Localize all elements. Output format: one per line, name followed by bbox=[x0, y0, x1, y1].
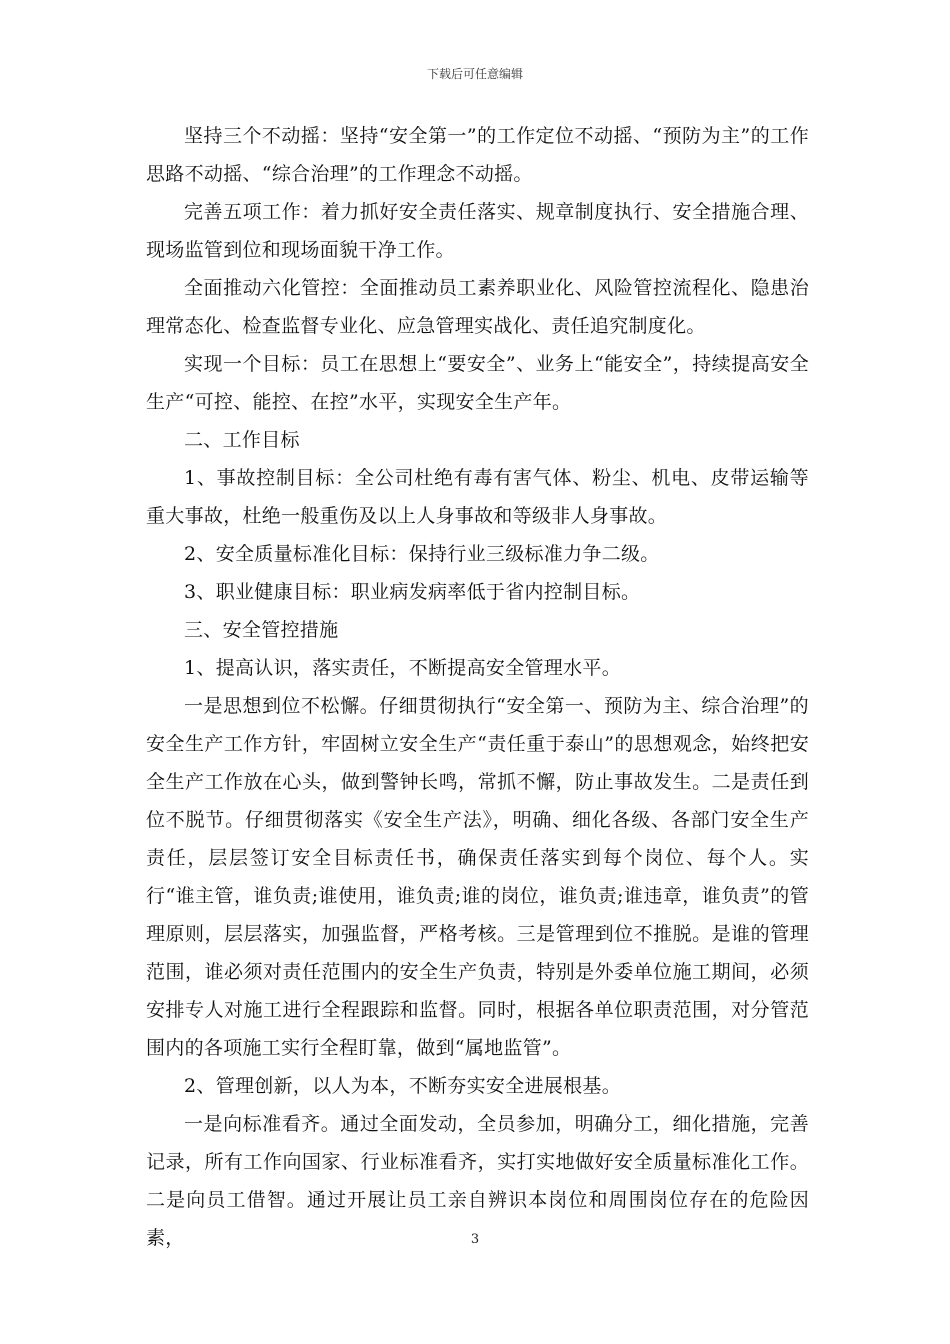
paragraph-one-goal: 实现一个目标：员工在思想上“要安全”、业务上“能安全”，持续提高安全生产“可控、能控、在控”水平，实现安全生产年。 bbox=[146, 353, 809, 413]
paragraph-five-tasks: 完善五项工作：着力抓好安全责任落实、规章制度执行、安全措施合理、现场监管到位和现场面貌干净工作。 bbox=[146, 201, 809, 261]
paragraph-accident-control-goal: 1、事故控制目标：全公司杜绝有毒有害气体、粉尘、机电、皮带运输等重大事故，杜绝一般重伤及以上人身事故和等级非人身事故。 bbox=[146, 467, 809, 527]
paragraph-six-controls: 全面推动六化管控：全面推动员工素养职业化、风险管控流程化、隐患治理常态化、检查监督专业化、应急管理实战化、责任追究制度化。 bbox=[146, 277, 809, 337]
subheading-management-innovation: 2、管理创新，以人为本，不断夯实安全进展根基。 bbox=[184, 1075, 621, 1097]
document-body bbox=[146, 117, 809, 1257]
section-heading-work-goals: 二、工作目标 bbox=[184, 429, 300, 451]
page-number: 3 bbox=[470, 1232, 480, 1247]
paragraph-safety-quality-goal: 2、安全质量标准化目标：保持行业三级标准力争二级。 bbox=[184, 543, 660, 565]
section-heading-safety-measures: 三、安全管控措施 bbox=[184, 619, 339, 641]
paragraph-occupational-health-goal: 3、职业健康目标：职业病发病率低于省内控制目标。 bbox=[184, 581, 641, 603]
paragraph-awareness-details: 一是思想到位不松懈。仔细贯彻执行“安全第一、预防为主、综合治理”的安全生产工作方针，牢固树立安全生产“责任重于泰山”的思想观念，始终把安全生产工作放在心头，做到警钟长鸣，常抓不懈，防止事故发生。二是责任到位不脱节。仔细贯彻落实《安全生产法》，明确、细化各级、各部门安全生产责任，层层签订安全目标责任书，确保责任落实到每个岗位、每个人。实行“谁主管，谁负责;谁使用，谁负责;谁的岗位，谁负责;谁违章，谁负责”的管理原则，层层落实，加强监督，严格考核。三是管理到位不推脱。是谁的管理范围，谁必须对责任范围内的安全生产负责，特别是外委单位施工期间，必须安排专人对施工进行全程跟踪和监督。同时，根据各单位职责范围，对分管范围内的各项施工实行全程盯靠，做到“属地监管”。 bbox=[146, 695, 809, 1059]
page-header: 下载后可任意编辑 bbox=[426, 67, 523, 81]
subheading-raise-awareness: 1、提高认识，落实责任，不断提高安全管理水平。 bbox=[184, 657, 621, 679]
paragraph-innovation-details: 一是向标准看齐。通过全面发动，全员参加，明确分工，细化措施，完善记录，所有工作向国家、行业标准看齐，实打实地做好安全质量标准化工作。二是向员工借智。通过开展让员工亲自辨识本岗位和周围岗位存在的危险因素， bbox=[146, 1113, 809, 1249]
paragraph-three-unwavering: 坚持三个不动摇：坚持“安全第一”的工作定位不动摇、“预防为主”的工作思路不动摇、“综合治理”的工作理念不动摇。 bbox=[146, 125, 809, 185]
